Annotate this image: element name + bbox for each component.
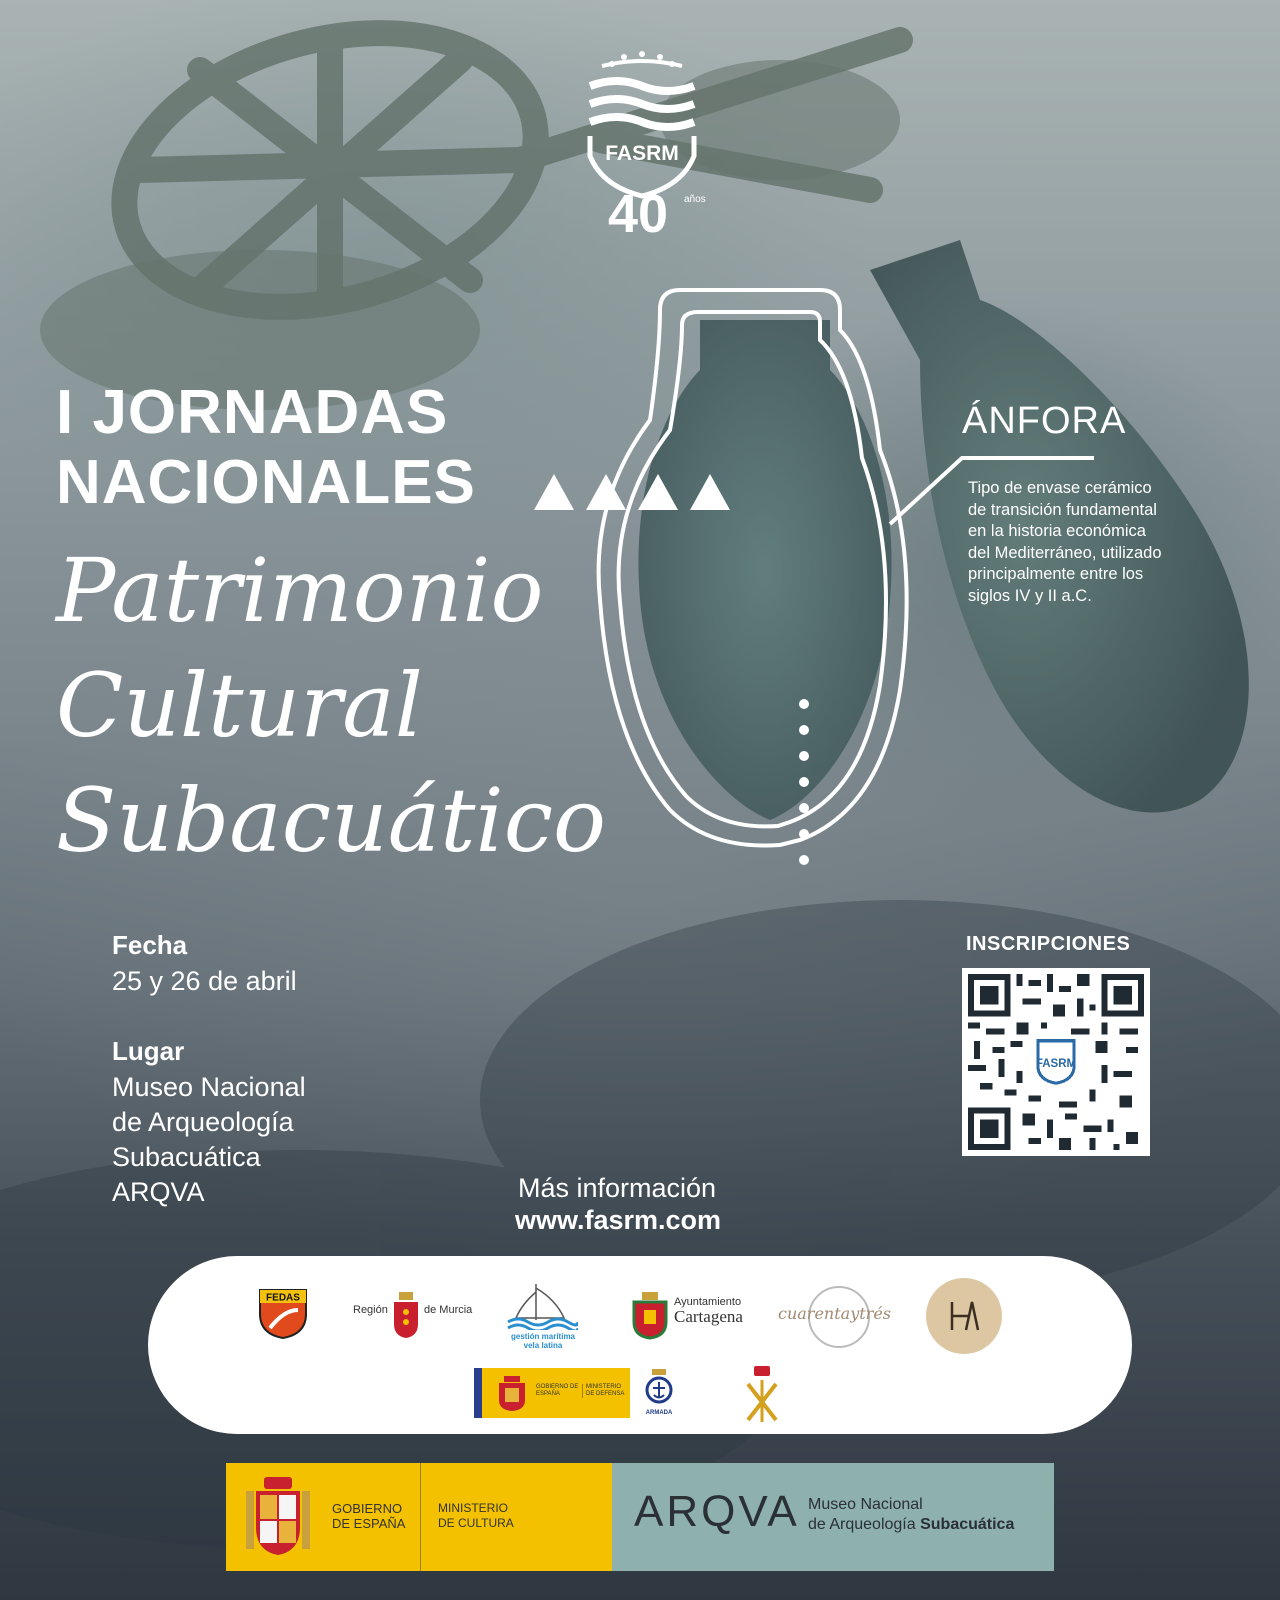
fasrm-40-logo: [572, 46, 712, 236]
subtitle-line-2: Cultural: [56, 654, 423, 757]
gestion-line-1: gestión marítima: [510, 1332, 575, 1341]
place-line: de Arqueología: [112, 1107, 294, 1137]
arqva-museum-section: [612, 1463, 1054, 1571]
spain-coat-of-arms-small-icon: [496, 1374, 528, 1412]
ministerio-line-2: DE CULTURA: [438, 1516, 514, 1530]
anfora-description: Tipo de envase cerámico de transición fundamental en la historia económica del Mediterráneo, utilizado principalmente entre los siglos IV y II a.C.: [968, 479, 1162, 605]
ministerio-line-1: MINISTERIO: [438, 1501, 509, 1515]
armada-text: ARMADA: [645, 1410, 673, 1416]
gobierno-line-1: GOBIERNO: [332, 1501, 403, 1516]
museo-line-1: Museo Nacional: [808, 1496, 923, 1513]
anniversary-word: años: [684, 194, 706, 205]
spain-coat-of-arms-icon: [242, 1475, 314, 1559]
ha-circle-logo: [926, 1278, 1002, 1354]
ministry-footer-band: [226, 1463, 1054, 1571]
qr-code-icon: [968, 974, 1144, 1150]
museo-line-2-prefix: de Arqueología: [808, 1516, 921, 1533]
gestion-line-2: vela latina: [523, 1341, 563, 1350]
title-line-2: NACIONALES: [56, 448, 476, 517]
gestion-maritima-logo: [506, 1282, 578, 1330]
anfora-heading: ÁNFORA: [962, 400, 1127, 442]
fedas-logo: [258, 1288, 308, 1340]
gobierno-cultura-section: [226, 1463, 612, 1571]
cartagena-coat-of-arms-icon: [630, 1290, 670, 1340]
museo-line-2: [808, 1515, 1014, 1535]
website-link[interactable]: www.fasrm.com: [515, 1205, 722, 1235]
registration-label: INSCRIPCIONES: [966, 933, 1131, 955]
date-label: Fecha: [112, 930, 188, 960]
guardia-civil-emblem-icon: [742, 1364, 782, 1424]
subtitle-line-1: Patrimonio: [56, 539, 544, 642]
fedas-text: FEDAS: [266, 1292, 300, 1304]
anniversary-number: 40: [607, 184, 669, 236]
ministerio-cultura-text: [438, 1501, 514, 1531]
museo-line-2-bold: Subacuática: [920, 1516, 1015, 1533]
fasrm-logo-text: FASRM: [605, 142, 679, 165]
sponsor-logos-panel: [148, 1256, 1132, 1434]
title-line-1: I JORNADAS: [56, 378, 449, 447]
cartagena-line-2: Cartagena: [674, 1307, 743, 1326]
place-line: Subacuática: [112, 1142, 261, 1172]
murcia-left-text: Región: [353, 1304, 388, 1316]
defensa-logo: [474, 1368, 630, 1418]
murcia-right-text: de Murcia: [424, 1304, 473, 1316]
date-value: 25 y 26 de abril: [112, 966, 297, 996]
gestion-maritima-text: [506, 1332, 580, 1350]
defensa-gov-text: GOBIERNO DE ESPAÑA: [536, 1384, 579, 1397]
place-label: Lugar: [112, 1036, 185, 1066]
murcia-coat-of-arms-icon: [392, 1290, 420, 1340]
amphora-outline-graphic: [590, 270, 930, 890]
registration-qr-code[interactable]: [962, 968, 1150, 1156]
qr-center-logo-text: FASRM: [1035, 1057, 1077, 1070]
more-info-label: Más información: [518, 1173, 717, 1203]
place-line: ARQVA: [112, 1177, 205, 1207]
defensa-min-text: MINISTERIO DE DEFENSA: [582, 1384, 628, 1398]
cuarentaytres-logo-text: cuarentaytrés: [778, 1304, 891, 1323]
armada-logo: [642, 1368, 676, 1418]
place-value: [112, 1070, 412, 1210]
place-line: Museo Nacional: [112, 1072, 306, 1102]
museo-text: [808, 1495, 1014, 1535]
cartagena-line-1: Ayuntamiento: [674, 1296, 742, 1308]
gobierno-line-2: DE ESPAÑA: [332, 1516, 406, 1531]
arqva-logo-text: ARQVA: [634, 1487, 800, 1536]
gobierno-text: [332, 1501, 405, 1531]
subtitle-line-3: Subacuático: [56, 769, 606, 872]
